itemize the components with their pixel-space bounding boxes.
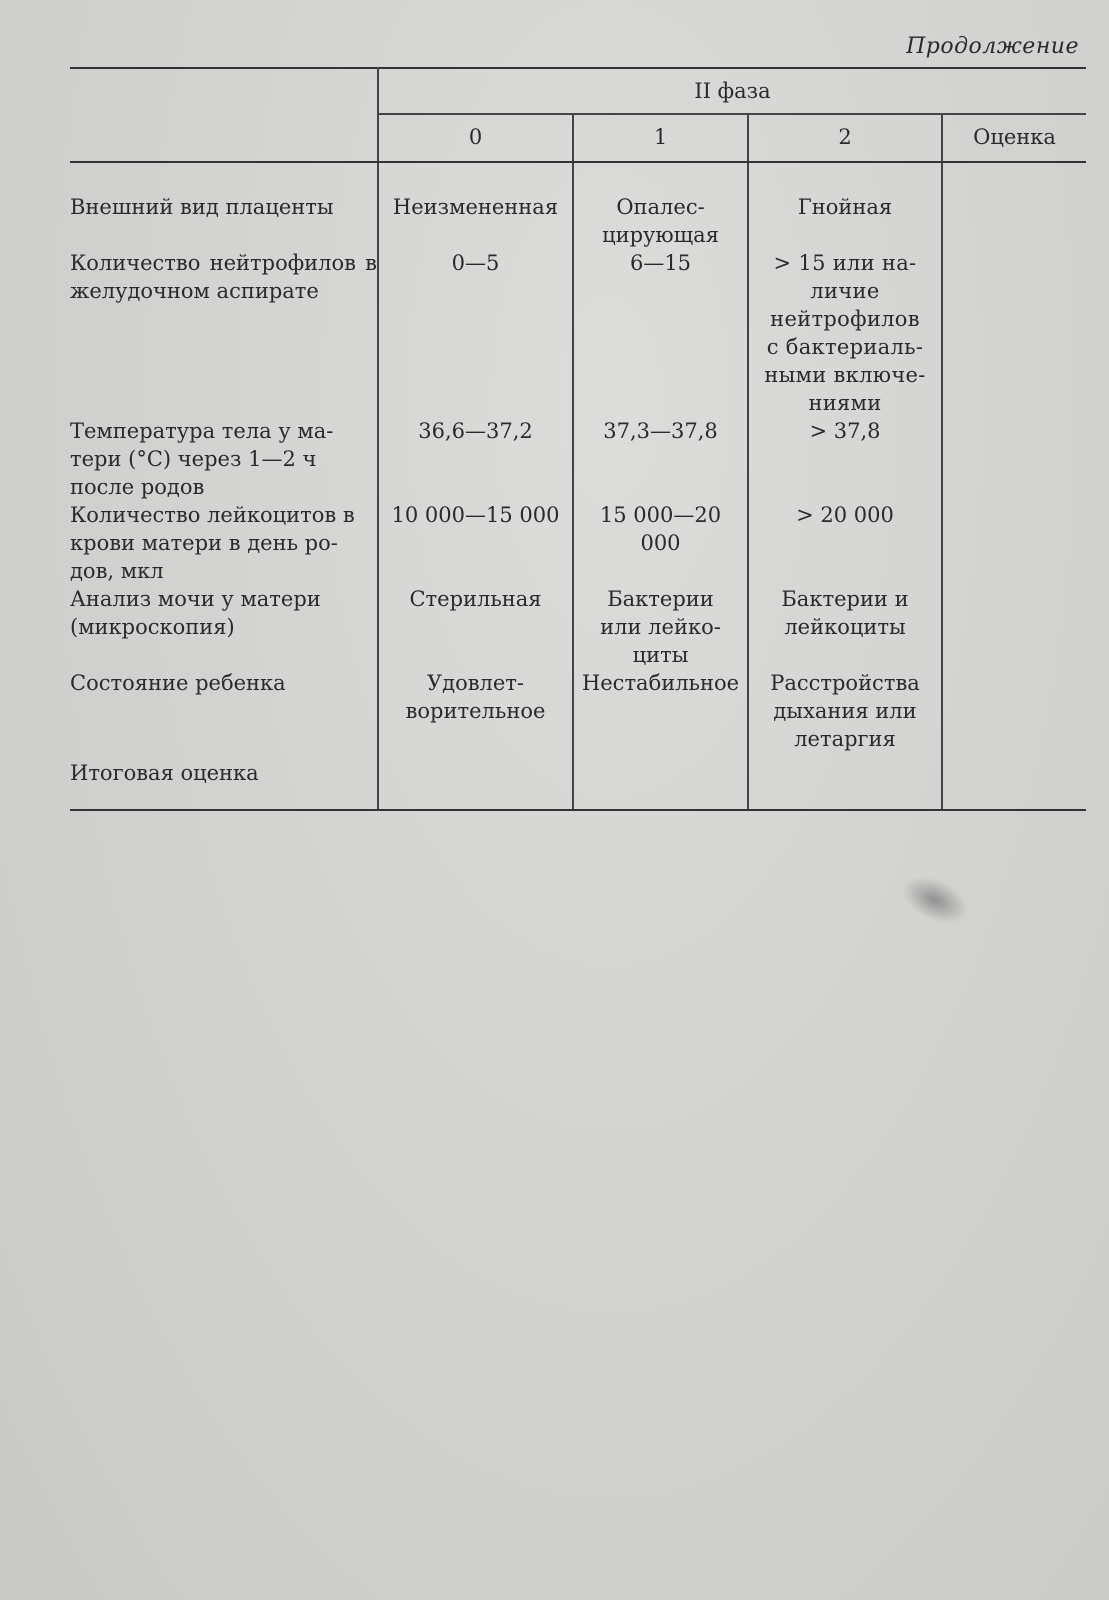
cell-score-2: > 15 или на- личие нейтрофилов с бактериаль- ными включе- ниями — [748, 249, 942, 417]
cell-score-2: Бактерии и лейкоциты — [748, 585, 942, 669]
phase-header: II фаза — [378, 68, 1086, 114]
row-label: Состояние ребенка — [70, 671, 286, 695]
cell-score-1: Нестабильное — [573, 669, 748, 753]
table-row — [70, 249, 1086, 417]
cell-assessment — [942, 417, 1086, 501]
cell-assessment — [942, 669, 1086, 753]
cell-assessment — [942, 585, 1086, 669]
cell-score-2: > 37,8 — [748, 417, 942, 501]
cell-score-0: 0—5 — [378, 249, 573, 417]
table-row-total — [70, 753, 1086, 810]
row-label: Температура тела у ма- тери (°C) через 1—2 ч после родов — [70, 419, 334, 499]
table-row — [70, 669, 1086, 753]
row-label: Анализ мочи у матери (микроскопия) — [70, 587, 321, 639]
scoring-table — [70, 67, 1086, 811]
cell-assessment-total — [942, 753, 1086, 810]
row-label: Количество лейкоцитов в крови матери в день ро- дов, мкл — [70, 503, 355, 583]
cell-assessment — [942, 501, 1086, 585]
row-label: Количество нейтрофилов в желудочном аспирате — [70, 251, 377, 303]
cell-score-0: 36,6—37,2 — [378, 417, 573, 501]
cell-assessment — [942, 193, 1086, 249]
continuation-caption: Продолжение — [906, 34, 1079, 59]
cell-score-0: Удовлет- ворительное — [378, 669, 573, 753]
cell-score-2: > 20 000 — [748, 501, 942, 585]
score-header-1: 1 — [573, 114, 748, 162]
cell-score-1: 15 000—20 000 — [573, 501, 748, 585]
cell-score-1: 37,3—37,8 — [573, 417, 748, 501]
score-header-0: 0 — [378, 114, 573, 162]
header-corner — [70, 68, 378, 162]
cell-score-1: 6—15 — [573, 249, 748, 417]
cell-score-2: Гнойная — [748, 193, 942, 249]
cell-score-1 — [573, 753, 748, 810]
cell-score-2 — [748, 753, 942, 810]
table-row — [70, 501, 1086, 585]
cell-score-0: Стерильная — [378, 585, 573, 669]
table-row — [70, 585, 1086, 669]
cell-score-2: Расстройства дыхания или летаргия — [748, 669, 942, 753]
cell-score-0: Неизмененная — [378, 193, 573, 249]
cell-score-0: 10 000—15 000 — [378, 501, 573, 585]
cell-score-1: Бактерии или лейко- циты — [573, 585, 748, 669]
cell-assessment — [942, 249, 1086, 417]
row-label-total: Итоговая оценка — [70, 753, 378, 810]
cell-score-1: Опалес- цирующая — [573, 193, 748, 249]
score-header-2: 2 — [748, 114, 942, 162]
table-row — [70, 193, 1086, 249]
scan-smudge — [895, 867, 975, 933]
row-label: Внешний вид плаценты — [70, 195, 334, 219]
cell-score-0 — [378, 753, 573, 810]
table-row — [70, 417, 1086, 501]
score-header-assessment: Оценка — [942, 114, 1086, 162]
